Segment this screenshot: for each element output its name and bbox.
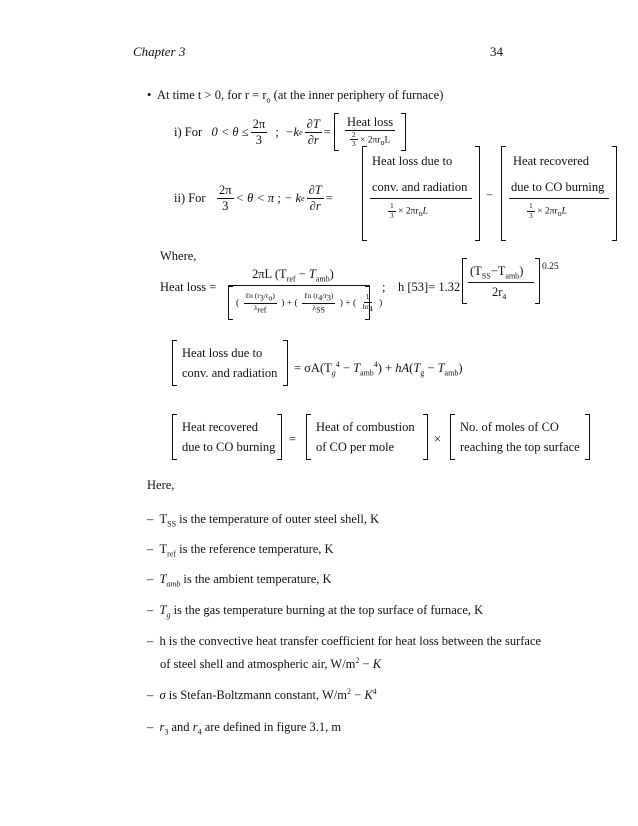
case-i-equation: i) For 0 < θ ≤ $\frac{2\pi}{3}$ ; −k e $\frac{\partial T}{\partial r}$ = Heat loss $\frac{2}{3}$ × $2\pi r_oL$ bbox=[174, 114, 406, 150]
bullet-line: • At time t > 0, for $r = r_o$ (at the inner periphery of furnace) bbox=[147, 88, 444, 105]
def-sigma: – σ is Stefan-Boltzmann constant, $W/m^2 - K^4$ bbox=[147, 687, 377, 703]
conv-radiation-rhs: = $\sigma A(T_g^4 - T_{amb}^4) + hA(T_g - T_{amb})$ bbox=[294, 360, 463, 378]
heat-loss-denominator: ( $\frac{\ell n (r_3/r_o)}{\lambda_{ref}}$ ) + ( $\frac{\ell n (r_4/r_3)}{\lambda_{SS}}$ ) + ( $\frac{1}{hr_4}$ ) bbox=[228, 286, 370, 320]
h-label: h [53]= 1.32 bbox=[398, 280, 461, 294]
chapter-heading: Chapter 3 bbox=[133, 44, 186, 59]
def-h: – h is the convective heat transfer coefficient for heat loss between the surface bbox=[147, 634, 542, 648]
case-ii-bracket-2: Heat recovered due to CO burning $\frac{1}{3}$ × $2\pi r_oL$ bbox=[501, 146, 617, 241]
heat-combustion-bracket: Heat of combustion of CO per mole bbox=[306, 414, 428, 460]
heat-loss-label: Heat loss = bbox=[160, 280, 217, 294]
def-tref: – $T_{ref}$ is the reference temperature, K bbox=[147, 542, 334, 559]
conv-radiation-bracket: Heat loss due to conv. and radiation bbox=[172, 340, 288, 386]
case-i-bracket: Heat loss $\frac{2}{3}$ × $2\pi r_oL$ bbox=[334, 113, 406, 151]
case-ii-equation: ii) For $\frac{2\pi}{3}$ < θ < π ; − k e $\frac{\partial T}{\partial r}$ = bbox=[174, 183, 333, 213]
bullet-text: At time t > 0, for r = r bbox=[156, 88, 267, 102]
h-exponent: 0.25 bbox=[542, 262, 559, 272]
heat-loss-numerator: 2πL $(T_{ref} - T_{amb})$ bbox=[252, 267, 334, 284]
def-tamb: – $T_{amb}$ is the ambient temperature, K bbox=[147, 572, 332, 589]
def-h-cont: of steel shell and atmospheric air, $W/m^2 - K$ bbox=[160, 656, 382, 672]
def-tss: – $T_{SS}$ is the temperature of outer steel shell, K bbox=[147, 512, 380, 529]
case-ii-bracket-1: Heat loss due to conv. and radiation $\frac{1}{3}$ × $2\pi r_oL$ bbox=[362, 146, 480, 241]
h-bracket: $(T_{SS}-T_{amb})$ $2r_4$ bbox=[462, 258, 540, 304]
heat-recovered-bracket: Heat recovered due to CO burning bbox=[172, 414, 282, 460]
case-i-fraction: $\frac{2\pi}{3}$ bbox=[252, 117, 266, 147]
def-tg: – $T_g$ is the gas temperature burning at the top surface of furnace, K bbox=[147, 603, 484, 620]
here-label: Here, bbox=[147, 478, 175, 492]
where-label: Where, bbox=[160, 249, 197, 263]
moles-co-bracket: No. of moles of CO reaching the top surface bbox=[450, 414, 590, 460]
page-number: 34 bbox=[490, 44, 503, 59]
def-r3-r4: – $r_3$ and $r_4$ are defined in figure 3.1, m bbox=[147, 720, 342, 737]
bullet-dot: • bbox=[147, 88, 152, 102]
